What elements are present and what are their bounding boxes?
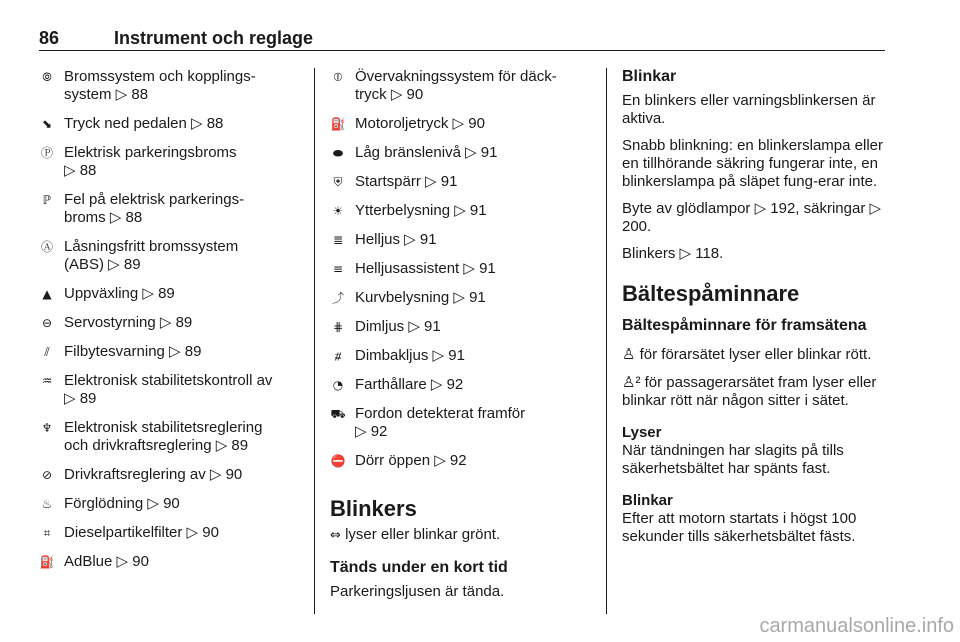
adblue-icon: ⛽: [39, 555, 55, 569]
paragraph: Efter att motorn startats i högst 100 sekunder tills säkerhetsbältet fästs.: [622, 510, 857, 545]
list-item: [330, 318, 590, 336]
list-item: [39, 68, 309, 104]
list-item-text: Dieselpartikelfilter ▷ 90: [64, 524, 219, 541]
parking-brake-fault-icon: ℙ: [42, 193, 52, 207]
list-item-text: Fordon detekterat framför: [355, 405, 526, 422]
list-item: [39, 238, 309, 274]
particle-filter-icon: ⌗: [43, 526, 51, 540]
list-item: [330, 452, 590, 470]
parking-brake-icon: Ⓟ: [40, 146, 53, 160]
list-item: [39, 191, 309, 227]
watermark: carmanualsonline.info: [759, 615, 954, 637]
paragraph: Byte av glödlampor ▷ 192, säkringar ▷ 200.: [622, 200, 882, 235]
column-2: [330, 68, 590, 470]
subheading: Tänds under en kort tid: [330, 559, 508, 576]
brake-system-icon: ⦾: [42, 70, 52, 84]
list-item: [39, 115, 309, 133]
list-item-text: system ▷ 88: [64, 86, 149, 103]
list-item-text: Låg bränslenivå ▷ 91: [355, 144, 498, 161]
heading-blinkar: Blinkar: [622, 68, 677, 85]
subtext: Parkeringsljusen är tända.: [330, 583, 505, 600]
upshift-icon: ▲: [42, 287, 52, 301]
heading-blinkar-2: Blinkar: [622, 492, 673, 509]
paragraph: Snabb blinkning: en blinkerslampa eller en tillhörande säkring fungerar inte, en blinkerslampa på släpet fung-erar inte.: [622, 137, 883, 190]
rear-fog-light-icon: ⧥: [334, 349, 342, 363]
list-item: [330, 144, 590, 162]
power-steering-icon: ⊖: [41, 316, 53, 330]
list-item: [330, 289, 590, 307]
list-item: [330, 405, 590, 441]
list-item: [330, 231, 590, 249]
paragraph: ♙² för passagerarsätet fram lyser eller blinkar rött när någon sitter i sätet.: [622, 373, 877, 409]
column-divider: [606, 68, 607, 614]
list-item-text: Dimbakljus ▷ 91: [355, 347, 465, 364]
high-beam-assist-icon: ≡: [332, 262, 344, 276]
subheading-seatbelt-front: Bältespåminnare för framsätena: [622, 317, 867, 334]
list-item: [330, 68, 590, 104]
list-item-text: Filbytesvarning ▷ 89: [64, 343, 202, 360]
seatbelt-passenger-icon: ♙: [622, 373, 636, 391]
heading-lyser: Lyser: [622, 424, 662, 441]
cruise-control-icon: ◔: [332, 378, 344, 392]
door-open-icon: ⛔: [330, 454, 346, 468]
list-item: [39, 466, 309, 484]
list-item-text: (ABS) ▷ 89: [64, 256, 141, 273]
list-item-text: broms ▷ 88: [64, 209, 143, 226]
traction-off-icon: ⊘: [41, 468, 53, 482]
list-item: [330, 115, 590, 133]
pedal-icon: ⬊: [41, 117, 53, 131]
list-item-text: Motoroljetryck ▷ 90: [355, 115, 485, 132]
vehicle-ahead-icon: ⛟: [330, 407, 346, 421]
page-header: [39, 30, 885, 51]
list-item: [330, 173, 590, 191]
list-item-text: tryck ▷ 90: [355, 86, 424, 103]
list-item-text: Helljusassistent ▷ 91: [355, 260, 496, 277]
list-item: [39, 553, 309, 571]
high-beam-icon: ≣: [332, 233, 344, 247]
oil-pressure-icon: ⛽: [330, 117, 346, 131]
list-item-text: Ytterbelysning ▷ 91: [355, 202, 487, 219]
blinkers-section: [330, 496, 590, 601]
list-item: [330, 347, 590, 365]
list-item-text: Uppväxling ▷ 89: [64, 285, 175, 302]
glow-plug-icon: ♨: [41, 497, 53, 511]
list-item: [39, 495, 309, 513]
list-item-text: Farthållare ▷ 92: [355, 376, 464, 393]
list-item-text: Elektrisk parkeringsbroms: [64, 144, 237, 161]
list-item: [330, 376, 590, 394]
list-item-text: Låsningsfritt bromssystem: [64, 238, 239, 255]
stability-control-icon: ♒: [41, 374, 53, 388]
list-item: [330, 202, 590, 220]
list-item: [330, 260, 590, 278]
blinkers-text: ⇔ lyser eller blinkar grönt.: [330, 526, 501, 543]
list-item-text: ▷ 88: [64, 162, 97, 179]
list-item: [39, 372, 309, 408]
paragraph: En blinkers eller varningsblinkersen är aktiva.: [622, 92, 876, 127]
list-item-text: Servostyrning ▷ 89: [64, 314, 193, 331]
list-item-text: Förglödning ▷ 90: [64, 495, 180, 512]
abs-icon: Ⓐ: [40, 240, 53, 254]
paragraph: När tändningen har slagits på tills säkerhetsbältet har spänts fast.: [622, 442, 844, 477]
list-item-text: Bromssystem och kopplings-: [64, 68, 256, 85]
list-item: [39, 524, 309, 542]
list-item: [39, 343, 309, 361]
column-1: [39, 68, 309, 571]
traction-control-icon: ♆: [41, 421, 53, 435]
low-fuel-icon: ⬬: [332, 146, 344, 160]
immobilizer-icon: ⛨: [333, 175, 343, 189]
list-item-text: AdBlue ▷ 90: [64, 553, 149, 570]
cornering-light-icon: ⤴: [331, 291, 344, 305]
list-item: [39, 285, 309, 303]
paragraph: ♙ för förarsätet lyser eller blinkar rött.: [622, 345, 872, 363]
list-item-text: Fel på elektrisk parkerings-: [64, 191, 245, 208]
list-item-text: Drivkraftsreglering av ▷ 90: [64, 466, 243, 483]
page-number: 86: [39, 28, 60, 48]
list-item-text: Dörr öppen ▷ 92: [355, 452, 467, 469]
list-item: [39, 419, 309, 455]
lane-departure-icon: ⫽: [44, 345, 50, 359]
list-item-text: Elektronisk stabilitetskontroll av: [64, 372, 273, 389]
list-item-text: Elektronisk stabilitetsreglering: [64, 419, 263, 436]
list-item-text: Kurvbelysning ▷ 91: [355, 289, 486, 306]
fog-light-icon: ⋕: [332, 320, 344, 334]
list-item-text: Helljus ▷ 91: [355, 231, 437, 248]
column-divider: [314, 68, 315, 614]
list-item-text: ▷ 92: [355, 423, 388, 440]
list-item-text: och drivkraftsreglering ▷ 89: [64, 437, 249, 454]
exterior-light-icon: ☀: [332, 204, 344, 218]
column-3: [622, 68, 888, 546]
list-item-text: Tryck ned pedalen ▷ 88: [64, 115, 224, 132]
seatbelt-icon: ♙: [622, 345, 636, 363]
turn-signal-icon: ⇔: [330, 528, 341, 543]
list-item-text: ▷ 89: [64, 390, 97, 407]
list-item-text: Dimljus ▷ 91: [355, 318, 441, 335]
section-heading: Blinkers: [330, 496, 417, 521]
list-item-text: Startspärr ▷ 91: [355, 173, 458, 190]
paragraph: Blinkers ▷ 118.: [622, 245, 724, 262]
list-item: [39, 314, 309, 332]
tire-pressure-icon: ⦶: [333, 70, 343, 84]
list-item-text: Övervakningssystem för däck-: [355, 68, 557, 85]
chapter-title: Instrument och reglage: [114, 28, 314, 48]
list-item: [39, 144, 309, 180]
heading-seatbelt: Bältespåminnare: [622, 281, 800, 306]
